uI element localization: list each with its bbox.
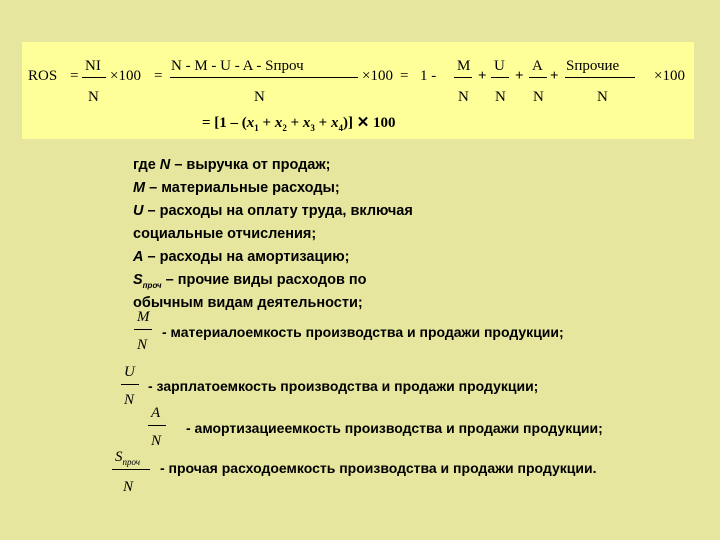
ratio-u-description: - зарплатоемкость производства и продажи продукции; (148, 378, 539, 394)
equals-sign: = (70, 68, 79, 84)
definition-s-continued: обычным видам деятельности; (133, 295, 363, 311)
times-100: ×100 (110, 68, 141, 84)
ros-label: ROS (28, 68, 58, 84)
ratio-a-description: - амортизациеемкость производства и продажи продукции; (186, 420, 603, 436)
plus-sign: + (515, 68, 524, 84)
plus-sign: + (550, 68, 559, 84)
n-denominator: N (88, 89, 99, 105)
fraction-bar (529, 77, 547, 78)
n-denominator: N (597, 89, 608, 105)
equals-sign: = (400, 68, 409, 84)
definition-n: где N – выручка от продаж; (133, 157, 331, 173)
fraction-bar (170, 77, 358, 78)
ratio-s-description: - прочая расходоемкость производства и продажи продукции. (160, 460, 597, 476)
definition-a: A – расходы на амортизацию; (133, 249, 350, 265)
definition-u-continued: социальные отчисления; (133, 226, 317, 242)
n-denominator: N (533, 89, 544, 105)
definition-s: $S_{проч}$ – прочие виды расходов по (133, 272, 367, 290)
times-100: ×100 (362, 68, 393, 84)
s-numerator: Sпрочие (566, 58, 620, 74)
fraction-bar (565, 77, 635, 78)
fraction-bar (148, 425, 166, 426)
fraction-bar (134, 329, 152, 330)
definitions (133, 154, 413, 315)
u-numerator: U (494, 58, 505, 74)
definition-u: U – расходы на оплату труда, включая (133, 203, 413, 219)
fraction-bar (454, 77, 472, 78)
n-denominator: N (495, 89, 506, 105)
definition-m: M – материальные расходы; (133, 180, 340, 196)
one-minus: 1 - (420, 68, 437, 84)
ratio-m-description: - материалоемкость производства и продажи продукции; (162, 324, 564, 340)
times-100: ×100 (654, 68, 685, 84)
equals-sign: = (154, 68, 163, 84)
n-denominator: N (254, 89, 265, 105)
a-numerator: A (532, 58, 543, 74)
main-numerator: N - M - U - A - Sпроч (171, 58, 304, 74)
fraction-bar (491, 77, 509, 78)
m-numerator: M (457, 58, 471, 74)
fraction-bar (82, 77, 106, 78)
plus-sign: + (478, 68, 487, 84)
ni-numerator: NI (85, 58, 101, 74)
fraction-bar (112, 469, 150, 470)
formula-box (22, 42, 694, 139)
simplified-formula: = $[1 - (x_1 + x_2 + x_3 + x_4)]$ ✕ 100 (202, 115, 396, 133)
n-denominator: N (458, 89, 469, 105)
fraction-bar (121, 384, 139, 385)
